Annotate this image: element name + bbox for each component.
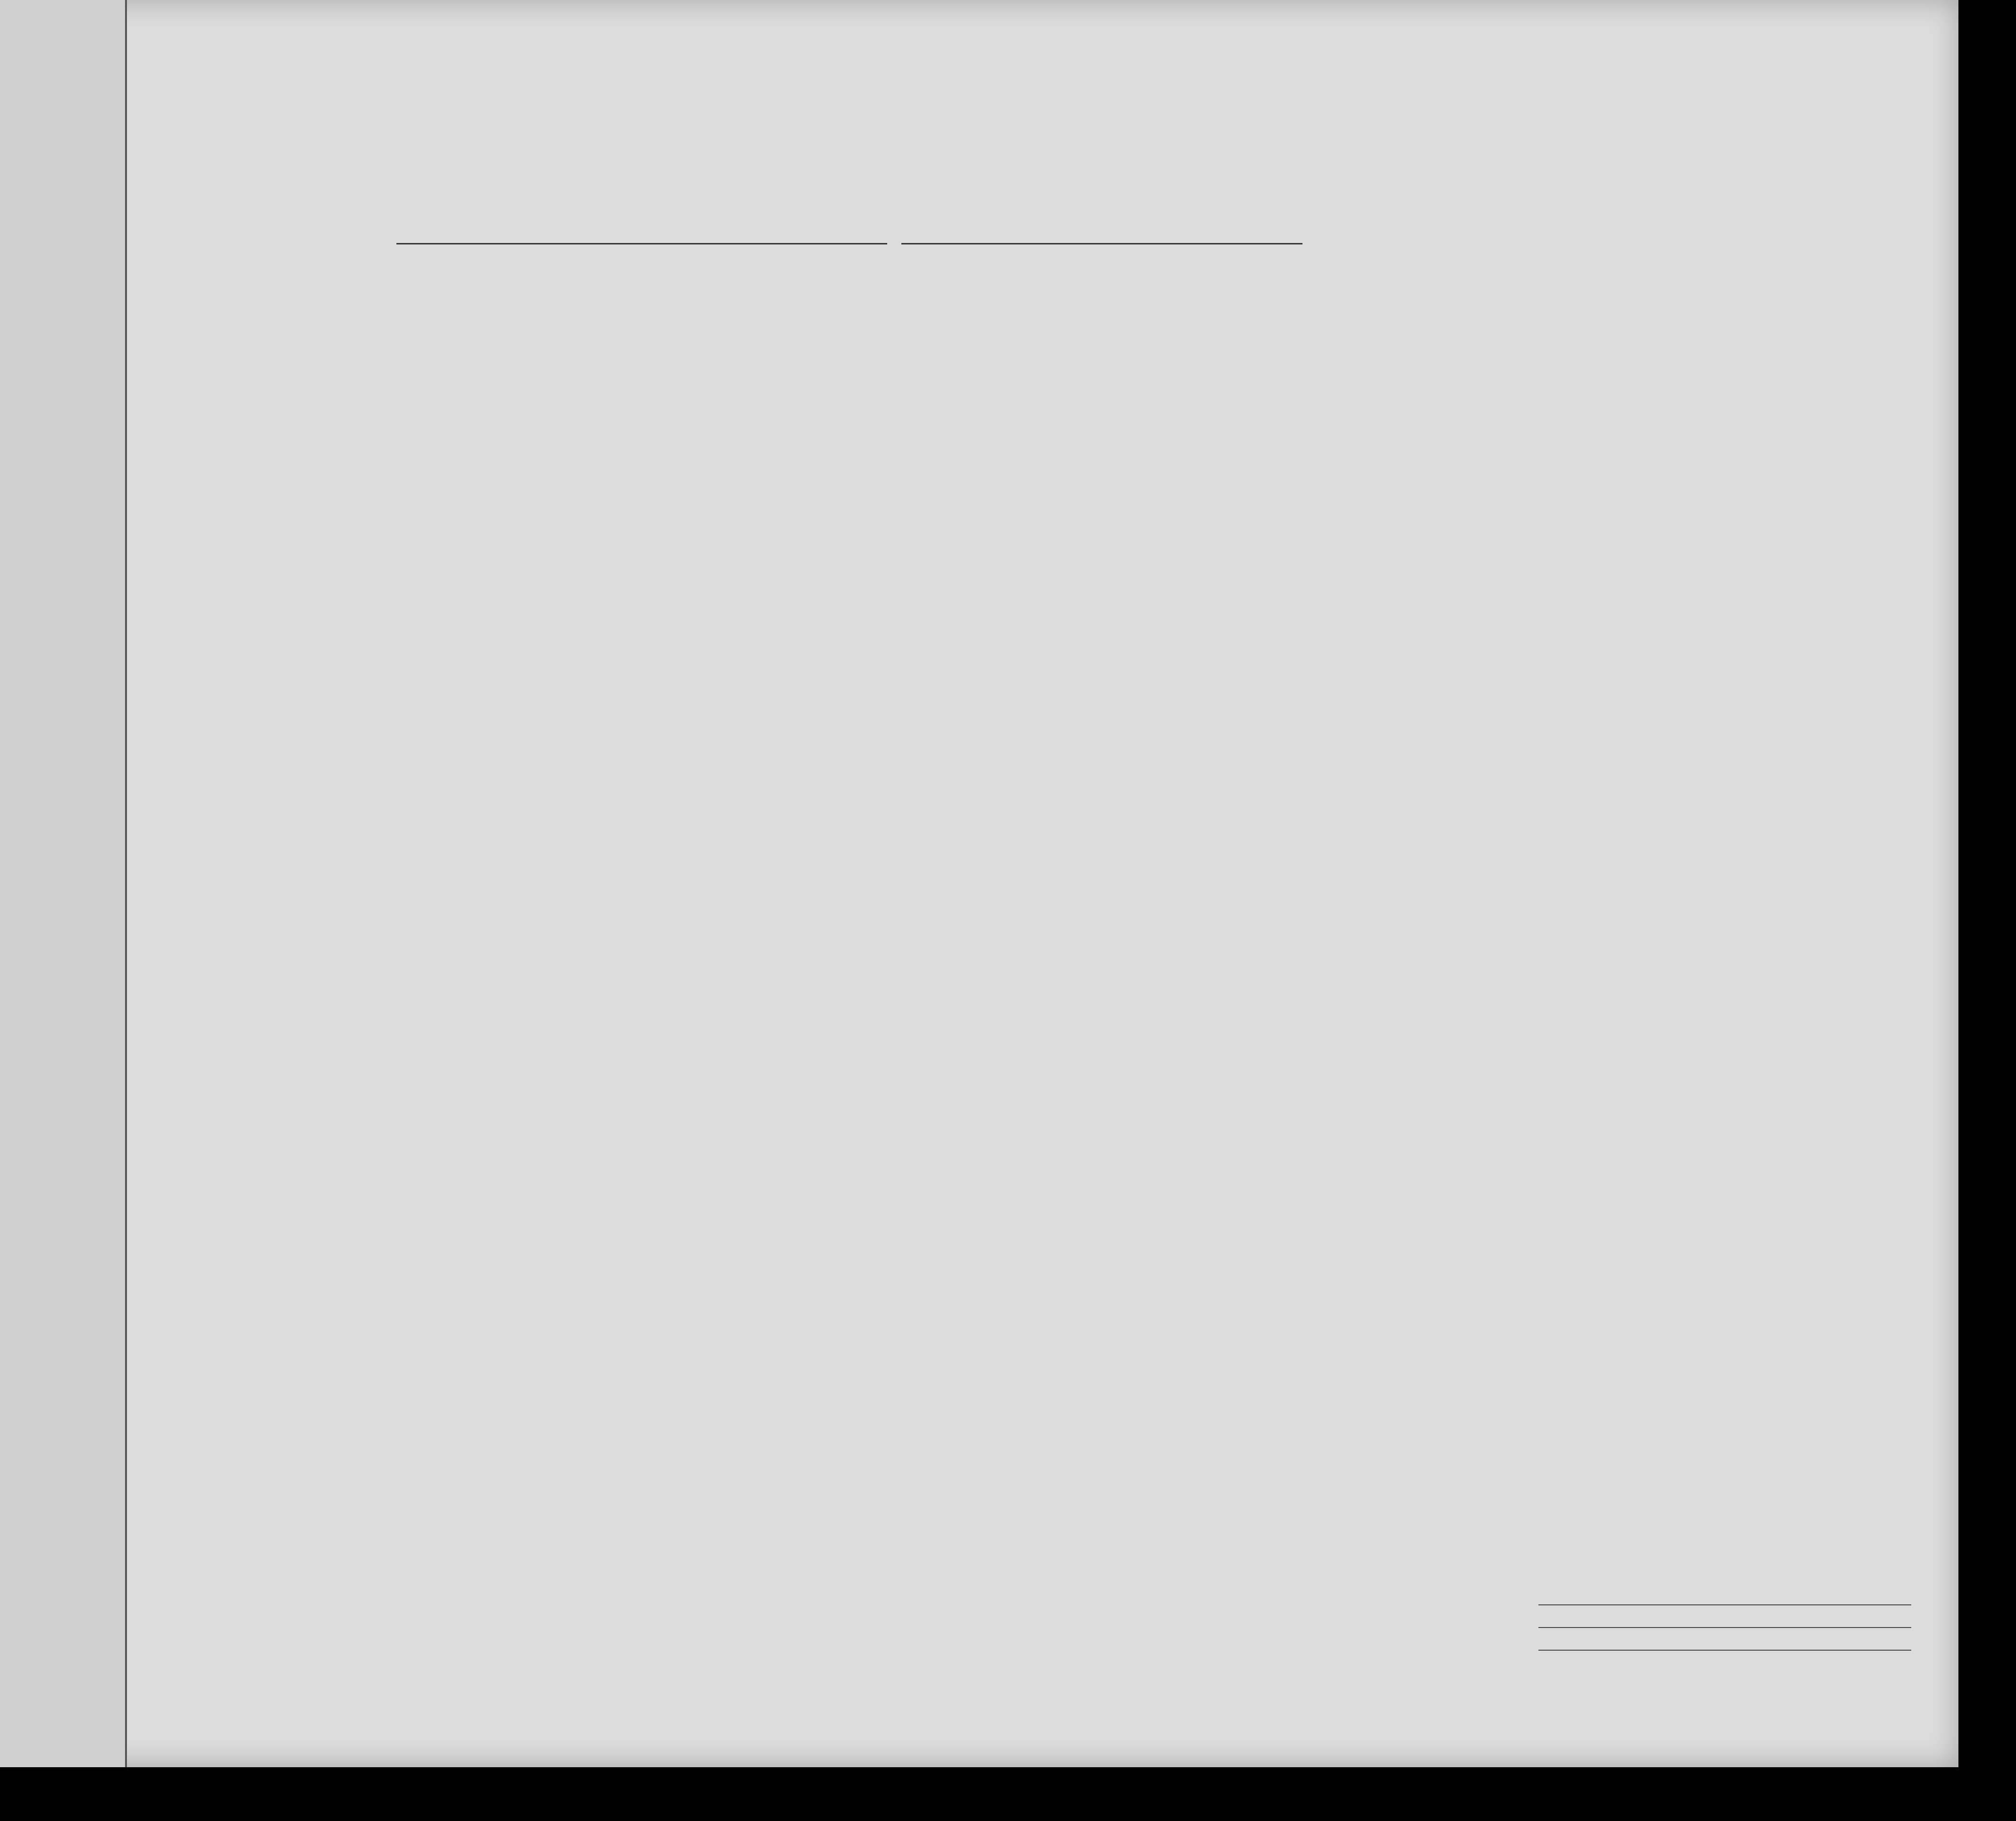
line-field xyxy=(1538,1604,1911,1605)
owners-field xyxy=(1538,1627,1911,1628)
local-agents-field xyxy=(1538,1650,1911,1651)
